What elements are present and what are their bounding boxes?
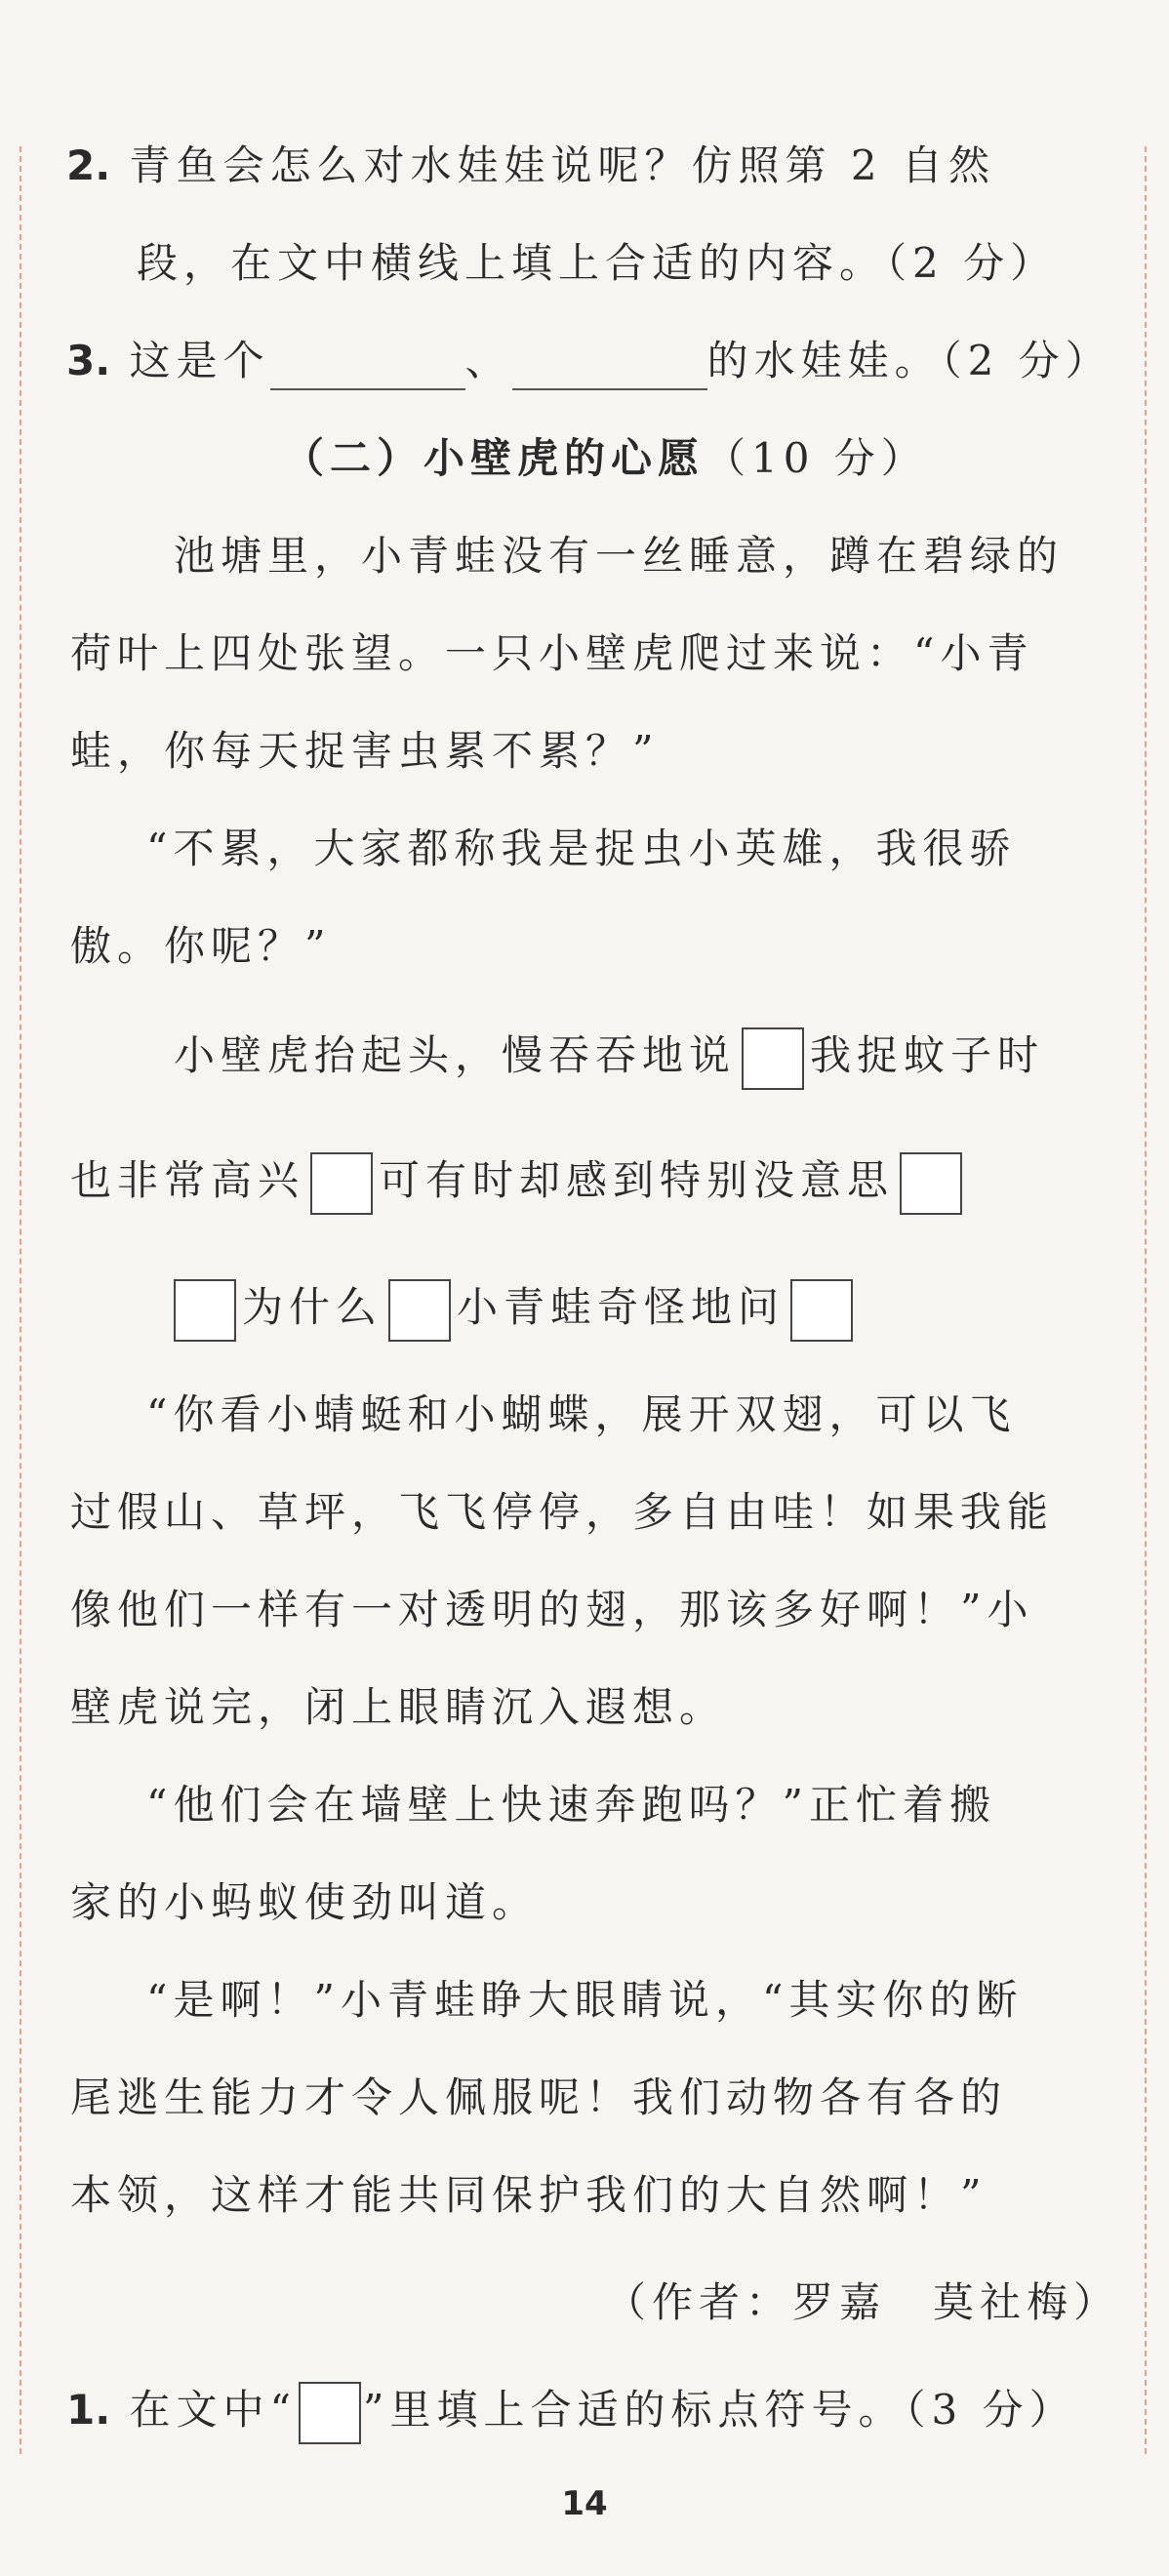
right-margin-dashed-line bbox=[1145, 146, 1147, 2454]
passage-line: “你看小蜻蜓和小蝴蝶，展开双翅，可以飞 bbox=[146, 1390, 1017, 1438]
passage-line: “不累，大家都称我是捉虫小英雄，我很骄 bbox=[146, 825, 1017, 872]
passage-line: 池塘里，小青蛙没有一丝睡意，蹲在碧绿的 bbox=[174, 532, 1065, 580]
passage-line: 本领，这样才能共同保护我们的大自然啊！” bbox=[70, 2171, 988, 2219]
passage-line: 蛙，你每天捉害虫累不累？” bbox=[70, 727, 660, 775]
section-heading: （二）小壁虎的心愿（10 分） bbox=[283, 434, 928, 482]
question-2-line-1: 2. 青鱼会怎么对水娃娃说呢？仿照第 2 自然 bbox=[66, 141, 995, 189]
punctuation-box[interactable] bbox=[790, 1279, 853, 1342]
punctuation-box[interactable] bbox=[310, 1152, 373, 1215]
passage-line: 过假山、草坪，飞飞停停，多自由哇！如果我能 bbox=[70, 1488, 1055, 1536]
passage-line-with-box: 也非常高兴 可有时却感到特别没意思 bbox=[70, 1151, 968, 1215]
passage-line: “他们会在墙壁上快速奔跑吗？”正忙着搬 bbox=[146, 1781, 996, 1829]
question-2-line-2: 段，在文中横线上填上合适的内容。（2 分） bbox=[137, 239, 1058, 287]
page-number: 14 bbox=[561, 2484, 608, 2523]
answer-blank-1[interactable] bbox=[270, 342, 465, 390]
punctuation-box[interactable] bbox=[174, 1279, 236, 1342]
passage-line-with-box: 小壁虎抬起头，慢吞吞地说 我捉蚊子时 bbox=[174, 1026, 1044, 1090]
question-1: 1. 在文中“ ”里填上合适的标点符号。（3 分） bbox=[66, 2381, 1076, 2444]
punctuation-box[interactable] bbox=[742, 1027, 804, 1090]
punctuation-box[interactable] bbox=[388, 1279, 451, 1342]
passage-line: “是啊！”小青蛙睁大眼睛说，“其实你的断 bbox=[146, 1976, 1024, 2024]
passage-line: 家的小蚂蚁使劲叫道。 bbox=[70, 1878, 540, 1926]
passage-line: 荷叶上四处张望。一只小壁虎爬过来说：“小青 bbox=[70, 629, 1034, 677]
passage-line: 像他们一样有一对透明的翅，那该多好啊！”小 bbox=[70, 1586, 1034, 1633]
punctuation-box[interactable] bbox=[900, 1152, 962, 1215]
passage-line-with-box: 为什么 小青蛙奇怪地问 bbox=[168, 1278, 859, 1342]
left-margin-dashed-line bbox=[20, 146, 21, 2454]
answer-blank-2[interactable] bbox=[512, 342, 707, 390]
question-3: 3. 这是个 、 的水娃娃。（2 分） bbox=[66, 332, 1112, 390]
punctuation-box[interactable] bbox=[299, 2382, 361, 2444]
author-credit: （作者：罗嘉 莫社梅） bbox=[605, 2278, 1121, 2326]
passage-line: 壁虎说完，闭上眼睛沉入遐想。 bbox=[70, 1683, 727, 1731]
passage-line: 傲。你呢？” bbox=[70, 922, 332, 970]
passage-line: 尾逃生能力才令人佩服呢！我们动物各有各的 bbox=[70, 2073, 1008, 2121]
